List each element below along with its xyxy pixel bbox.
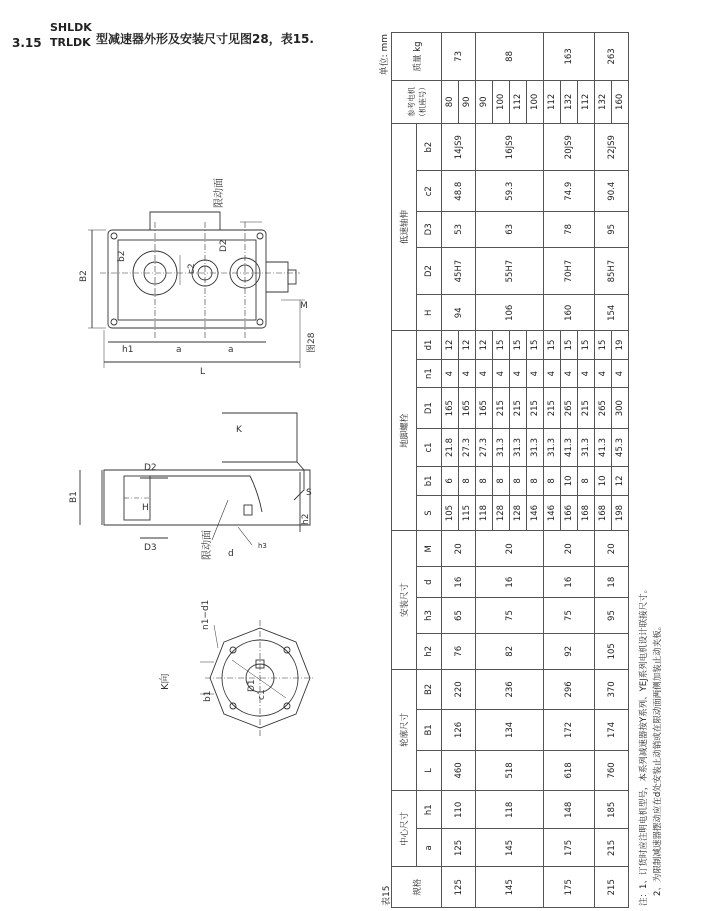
- dim-M: M: [300, 301, 308, 311]
- hdr-spec: 规格: [392, 867, 442, 908]
- cell-b1: 10: [595, 467, 612, 496]
- cell-s: 168: [578, 495, 595, 531]
- hdr-h3: h3: [417, 598, 442, 634]
- hdr-bolt: 地脚螺栓: [392, 331, 417, 531]
- cell-m: 20: [476, 531, 544, 567]
- note-1: 注：1、订货时应注明电机型号，本系列减速器按Y系列、YEJ系列电机设计联接尺寸。: [639, 584, 649, 906]
- hdr-L: L: [417, 750, 442, 791]
- cell-b2: 220: [442, 669, 476, 710]
- cell-motor: 132: [561, 80, 578, 123]
- hdr-c1: c1: [417, 428, 442, 466]
- hdr-B2: B2: [417, 669, 442, 710]
- series-trldk: TRLDK: [50, 36, 91, 49]
- hdr-M: M: [417, 531, 442, 567]
- cell-h1: 110: [442, 791, 476, 829]
- cell-h3: 75: [544, 598, 595, 634]
- cell-motor: 112: [510, 80, 527, 123]
- cell-n1: 4: [561, 359, 578, 388]
- cell-m: 20: [544, 531, 595, 567]
- hdr-H: H: [417, 295, 442, 331]
- hdr-install: 安装尺寸: [392, 531, 417, 669]
- cell-a: 175: [544, 829, 595, 867]
- cell-b2: 14JS9: [442, 123, 476, 171]
- cell-d1: 215: [510, 388, 527, 429]
- dim-B2: B2: [79, 270, 89, 282]
- cell-b1: 8: [493, 467, 510, 496]
- k-view-flange: [200, 620, 315, 738]
- cell-d1: 12: [459, 331, 476, 360]
- cell-m: 20: [595, 531, 629, 567]
- dim-n1-d1: n1−d1: [201, 599, 211, 630]
- cell-c1: 27.3: [459, 428, 476, 466]
- hdr-shaft: 低速轴伸: [392, 123, 417, 330]
- cell-b1: 8: [527, 467, 544, 496]
- dimension-table: [391, 32, 629, 908]
- table-row: [544, 33, 561, 908]
- dim-D1: D1: [247, 679, 257, 692]
- cell-spec: 125: [442, 867, 476, 908]
- view-label-k: K向: [160, 673, 171, 690]
- cell-l: 518: [476, 750, 544, 791]
- hdr-B1: B1: [417, 710, 442, 751]
- cell-c1: 45.3: [612, 428, 629, 466]
- cell-d1: 15: [595, 331, 612, 360]
- table-caption: 表15: [382, 885, 392, 906]
- section-title: 型减速器外形及安装尺寸见图28，表15.: [96, 32, 314, 46]
- cell-c1: 31.3: [544, 428, 561, 466]
- dim-a-1: a: [176, 345, 182, 355]
- cell-s: 115: [459, 495, 476, 531]
- cell-d1: 15: [578, 331, 595, 360]
- cell-c1: 21.8: [442, 428, 459, 466]
- cell-d1: 265: [595, 388, 612, 429]
- dim-D3: D3: [144, 543, 157, 553]
- dim-K: K: [236, 425, 242, 435]
- cell-d3: 95: [595, 211, 629, 247]
- cell-d1: 165: [442, 388, 459, 429]
- cell-c1: 31.3: [510, 428, 527, 466]
- cell-mass: 163: [544, 33, 595, 81]
- cell-mass: 263: [595, 33, 629, 81]
- dim-h2: h2: [301, 513, 311, 525]
- cell-d1: 215: [544, 388, 561, 429]
- cell-motor: 100: [493, 80, 510, 123]
- dim-b1: b1: [203, 690, 213, 702]
- table-15-panel: [373, 28, 704, 910]
- cell-d2: 70H7: [544, 247, 595, 295]
- table-body: [442, 33, 629, 908]
- cell-b2: 370: [595, 669, 629, 710]
- cell-n1: 4: [493, 359, 510, 388]
- hdr-D2: D2: [417, 247, 442, 295]
- dim-b2: b2: [117, 250, 127, 262]
- hdr-b1: b1: [417, 467, 442, 496]
- note-2: 2、为限制减速器摆动应在d处安装止动销或在限动面两侧加装止动夹板。: [653, 621, 663, 896]
- cell-h: 106: [476, 295, 544, 331]
- hdr-S: S: [417, 495, 442, 531]
- cell-h: 154: [595, 295, 629, 331]
- cell-motor: 160: [612, 80, 629, 123]
- cell-s: 146: [527, 495, 544, 531]
- cell-b1: 8: [510, 467, 527, 496]
- cell-c1: 27.3: [476, 428, 493, 466]
- cell-d3: 78: [544, 211, 595, 247]
- cell-d1: 215: [493, 388, 510, 429]
- cell-h: 160: [544, 295, 595, 331]
- cell-b2: 22JS9: [595, 123, 629, 171]
- cell-c1: 41.3: [595, 428, 612, 466]
- cell-d2: 45H7: [442, 247, 476, 295]
- cell-d1: 165: [476, 388, 493, 429]
- cell-d1: 15: [493, 331, 510, 360]
- cell-s: 118: [476, 495, 493, 531]
- cell-b1: 8: [459, 467, 476, 496]
- cell-n1: 4: [510, 359, 527, 388]
- cell-motor: 90: [459, 80, 476, 123]
- dim-c2: c2: [187, 263, 197, 274]
- cell-b2: 20JS9: [544, 123, 595, 171]
- cell-d1: 265: [561, 388, 578, 429]
- cell-n1: 4: [442, 359, 459, 388]
- cell-d: 16: [476, 567, 544, 598]
- cell-m: 20: [442, 531, 476, 567]
- cell-n1: 4: [459, 359, 476, 388]
- hdr-a: a: [417, 829, 442, 867]
- dim-D2: D2: [219, 239, 229, 252]
- cell-c1: 31.3: [578, 428, 595, 466]
- hdr-outline: 轮廓尺寸: [392, 669, 417, 791]
- cell-l: 618: [544, 750, 595, 791]
- dim-h1: h1: [122, 345, 134, 355]
- cell-l: 460: [442, 750, 476, 791]
- dim-d: d: [228, 549, 234, 559]
- cell-a: 125: [442, 829, 476, 867]
- cell-h1: 185: [595, 791, 629, 829]
- cell-b1: 134: [476, 710, 544, 751]
- cell-s: 166: [561, 495, 578, 531]
- hdr-D3: D3: [417, 211, 442, 247]
- hdr-motor: 参考电机（机座号）: [392, 80, 442, 123]
- side-view: [80, 413, 310, 545]
- cell-d1: 215: [578, 388, 595, 429]
- cell-n1: 4: [476, 359, 493, 388]
- cell-mass: 73: [442, 33, 476, 81]
- cell-n1: 4: [544, 359, 561, 388]
- cell-s: 168: [595, 495, 612, 531]
- dim-B1: B1: [69, 491, 79, 503]
- cell-s: 128: [493, 495, 510, 531]
- cell-h: 94: [442, 295, 476, 331]
- cell-h2: 76: [442, 633, 476, 669]
- cell-s: 198: [612, 495, 629, 531]
- dim-a-2: a: [228, 345, 234, 355]
- cell-b1: 174: [595, 710, 629, 751]
- cell-mass: 88: [476, 33, 544, 81]
- dim-h3: h3: [258, 542, 267, 550]
- cell-d1: 300: [612, 388, 629, 429]
- cell-c2: 48.8: [442, 171, 476, 212]
- cell-d: 16: [544, 567, 595, 598]
- cell-b2: 296: [544, 669, 595, 710]
- cell-b1: 126: [442, 710, 476, 751]
- cell-d: 16: [442, 567, 476, 598]
- cell-b2: 16JS9: [476, 123, 544, 171]
- cell-d1: 215: [527, 388, 544, 429]
- hdr-c2: c2: [417, 171, 442, 212]
- cell-motor: 112: [578, 80, 595, 123]
- cell-c2: 90.4: [595, 171, 629, 212]
- cell-c1: 31.3: [493, 428, 510, 466]
- cell-b1: 8: [578, 467, 595, 496]
- cell-h2: 82: [476, 633, 544, 669]
- cell-c2: 74.9: [544, 171, 595, 212]
- limit-face-label-1: 限动面: [214, 178, 225, 208]
- cell-b1: 8: [544, 467, 561, 496]
- table-row: [476, 33, 493, 908]
- cell-spec: 175: [544, 867, 595, 908]
- hdr-mass: 质量 kg: [392, 33, 442, 81]
- cell-d1: 12: [442, 331, 459, 360]
- cell-d1: 15: [527, 331, 544, 360]
- cell-h2: 92: [544, 633, 595, 669]
- cell-n1: 4: [612, 359, 629, 388]
- hdr-h1: h1: [417, 791, 442, 829]
- dim-S: S: [306, 488, 312, 498]
- table-row: [595, 33, 612, 908]
- cell-b1: 6: [442, 467, 459, 496]
- cell-s: 146: [544, 495, 561, 531]
- hdr-h2: h2: [417, 633, 442, 669]
- cell-b1: 8: [476, 467, 493, 496]
- cell-d1: 15: [561, 331, 578, 360]
- hdr-d: d: [417, 567, 442, 598]
- hdr-n1: n1: [417, 359, 442, 388]
- cell-d3: 53: [442, 211, 476, 247]
- cell-spec: 215: [595, 867, 629, 908]
- cell-s: 128: [510, 495, 527, 531]
- cell-motor: 100: [527, 80, 544, 123]
- cell-b1: 10: [561, 467, 578, 496]
- cell-n1: 4: [527, 359, 544, 388]
- cell-h3: 95: [595, 598, 629, 634]
- dim-L: L: [200, 367, 206, 377]
- cell-motor: 90: [476, 80, 493, 123]
- section-number: 3.15: [12, 36, 42, 50]
- hdr-d1: d1: [417, 331, 442, 360]
- cell-b2: 236: [476, 669, 544, 710]
- cell-b1: 172: [544, 710, 595, 751]
- cell-h1: 148: [544, 791, 595, 829]
- cell-motor: 80: [442, 80, 459, 123]
- cell-d3: 63: [476, 211, 544, 247]
- top-view: [88, 212, 305, 368]
- series-shldk: SHLDK: [50, 21, 92, 34]
- cell-d2: 85H7: [595, 247, 629, 295]
- table-unit: 单位: mm: [380, 34, 390, 76]
- cell-d: 18: [595, 567, 629, 598]
- cell-d1: 19: [612, 331, 629, 360]
- cell-h3: 75: [476, 598, 544, 634]
- limit-face-label-2: 限动面: [202, 530, 213, 560]
- cell-d1: 15: [544, 331, 561, 360]
- figure-caption: 图28: [307, 332, 317, 353]
- hdr-b2: b2: [417, 123, 442, 171]
- cell-n1: 4: [578, 359, 595, 388]
- cell-spec: 145: [476, 867, 544, 908]
- cell-s: 105: [442, 495, 459, 531]
- hdr-center: 中心尺寸: [392, 791, 417, 867]
- cell-n1: 4: [595, 359, 612, 388]
- table-row: [442, 33, 459, 908]
- cell-a: 145: [476, 829, 544, 867]
- cell-c1: 41.3: [561, 428, 578, 466]
- cell-d1: 165: [459, 388, 476, 429]
- cell-h1: 118: [476, 791, 544, 829]
- cell-l: 760: [595, 750, 629, 791]
- cell-d1: 15: [510, 331, 527, 360]
- cell-c2: 59.3: [476, 171, 544, 212]
- cell-h3: 65: [442, 598, 476, 634]
- cell-d2: 55H7: [476, 247, 544, 295]
- hdr-D1: D1: [417, 388, 442, 429]
- cell-c1: 31.3: [527, 428, 544, 466]
- dim-D2-side: D2: [144, 463, 157, 473]
- cell-h2: 105: [595, 633, 629, 669]
- dim-H: H: [142, 503, 149, 513]
- cell-d1: 12: [476, 331, 493, 360]
- cell-motor: 132: [595, 80, 612, 123]
- dim-c1: c1: [257, 689, 267, 700]
- cell-a: 215: [595, 829, 629, 867]
- cell-motor: 112: [544, 80, 561, 123]
- cell-b1: 12: [612, 467, 629, 496]
